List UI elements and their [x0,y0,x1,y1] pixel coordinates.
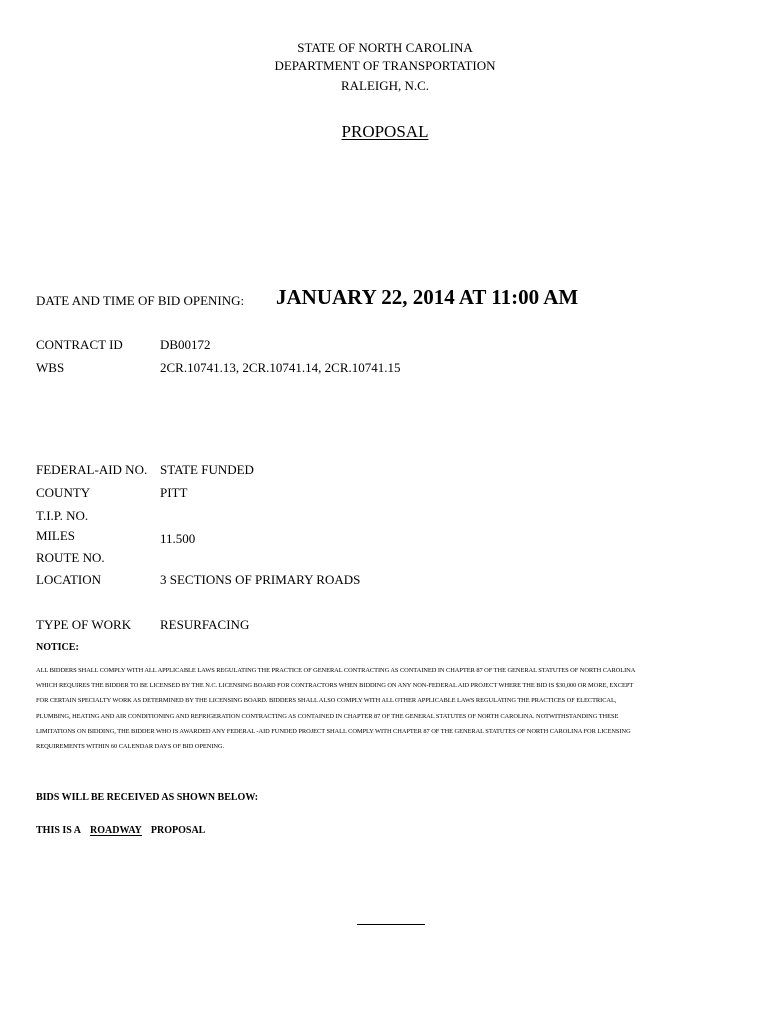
location-value: 3 SECTIONS OF PRIMARY ROADS [160,572,361,587]
proposal-type-prefix: THIS IS A [36,825,82,836]
location-label: LOCATION [36,572,101,587]
federal-aid-label: FEDERAL-AID NO. [36,462,148,477]
proposal-type-suffix: PROPOSAL [150,825,206,836]
type-of-work-label: TYPE OF WORK [36,617,132,632]
type-of-work-value: RESURFACING [160,617,250,632]
signature-line [357,924,425,925]
proposal-type-value: ROADWAY [90,825,142,836]
notice-heading: NOTICE: [36,642,79,653]
bids-line: BIDS WILL BE RECEIVED AS SHOWN BELOW: [36,792,259,803]
contract-id-label: CONTRACT ID [36,337,123,352]
wbs-label: WBS [36,360,65,375]
notice-body: ALL BIDDERS SHALL COMPLY WITH ALL APPLICABLE LAWS REGULATING THE PRACTICE OF GENERAL CONTRACTING AS CONTAINED IN CHAPTER 87 OF THE GENERAL STATUTES OF NORTH CAROLINA WHICH REQUIRES THE BIDDER TO BE LICENSED BY THE N.C. LICENSING BOARD FOR CONTRACTORS WHEN BIDDING ON ANY NON-FEDERAL AID PROJECT WHERE THE BID IS $30,000 OR MORE, EXCEPT FOR CERTAIN SPECIALTY WORK AS DETERMINED BY THE LICENSING BOARD. BIDDERS SHALL ALSO COMPLY WITH ALL OTHER APPLICABLE LAWS REGULATING THE PRACTICES OF ELECTRICAL, PLUMBING, HEATING AND AIR CONDITIONING AND REFRIGERATION CONTRACTING AS CONTAINED IN CHAPTER 87 OF THE GENERAL STATUTES OF NORTH CAROLINA. NOTWITHSTANDING THESE LIMITATIONS ON BIDDING, THE BIDDER WHO IS AWARDED ANY FEDERAL -AID FUNDED PROJECT SHALL COMPLY WITH CHAPTER 87 OF THE GENERAL STATUTES OF NORTH CAROLINA FOR LICENSING REQUIREMENTS WITHIN 60 CALENDAR DAYS OF BID OPENING. [36,667,635,751]
header-city: RALEIGH, N.C. [340,78,430,93]
page-title: PROPOSAL [341,122,429,141]
header-department: DEPARTMENT OF TRANSPORTATION [274,58,496,73]
miles-value: 11.500 [160,531,196,546]
proposal-type-line [36,825,205,836]
bid-opening-value: JANUARY 22, 2014 AT 11:00 AM [276,285,579,309]
county-value: PITT [160,485,188,500]
header-state: STATE OF NORTH CAROLINA [297,40,473,55]
contract-id-value: DB00172 [160,337,211,352]
wbs-value: 2CR.10741.13, 2CR.10741.14, 2CR.10741.15 [160,360,401,375]
county-label: COUNTY [36,485,91,500]
route-label: ROUTE NO. [36,550,105,565]
bid-opening-label: DATE AND TIME OF BID OPENING: [36,293,245,308]
miles-label: MILES [36,528,75,543]
tip-label: T.I.P. NO. [36,508,89,523]
federal-aid-value: STATE FUNDED [160,462,254,477]
